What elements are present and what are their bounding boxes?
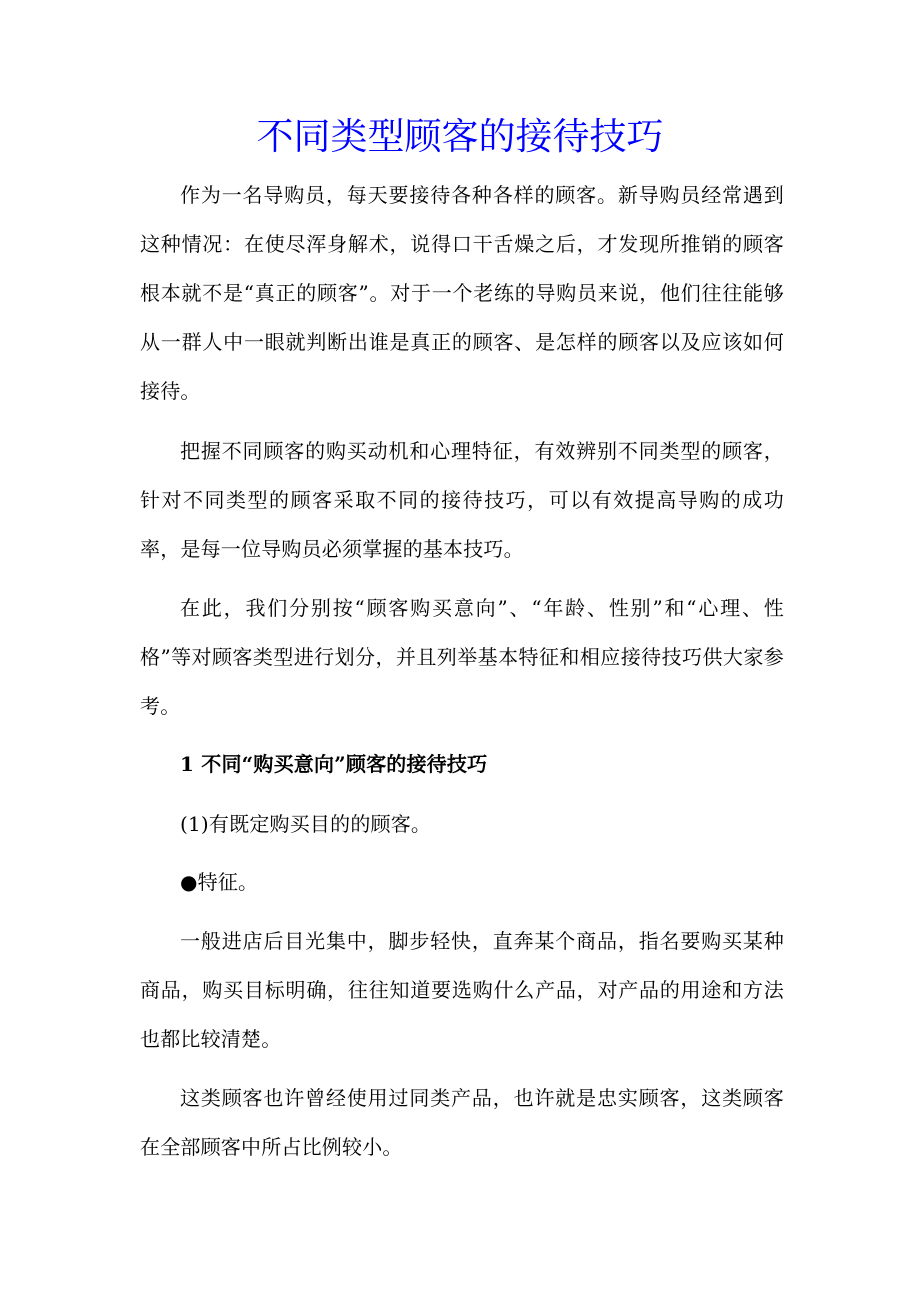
intro-paragraph: 作为一名导购员，每天要接待各种各样的顾客。新导购员经常遇到这种情况：在使尽浑身解术，说得口干舌燥之后，才发现所推销的顾客根本就不是“真正的顾客”。对于一个老练的导购员来说，他们往往能够从一群人中一眼就判断出谁是真正的顾客、是怎样的顾客以及应该如何接待。 xyxy=(140,183,784,403)
section-heading: 1 不同“购买意向”顾客的接待技巧 xyxy=(180,752,488,776)
motivation-paragraph: 把握不同顾客的购买动机和心理特征，有效辨别不同类型的顾客，针对不同类型的顾客采取不同的接待技巧，可以有效提高导购的成功率，是每一位导购员必须掌握的基本技巧。 xyxy=(140,439,784,561)
document-title: 不同类型顾客的接待技巧 xyxy=(256,115,664,158)
customer-proportion-paragraph: 这类顾客也许曾经使用过同类产品，也许就是忠实顾客，这类顾客在全部顾客中所占比例较小。 xyxy=(140,1086,784,1159)
classification-paragraph: 在此，我们分别按“顾客购买意向”、“年龄、性别”和“心理、性格”等对顾客类型进行划分，并且列举基本特征和相应接待技巧供大家参考。 xyxy=(140,596,784,718)
subsection-heading: (1)有既定购买目的的顾客。 xyxy=(180,812,432,836)
feature-bullet: ●特征。 xyxy=(180,870,259,894)
feature-description-paragraph: 一般进店后目光集中，脚步轻快，直奔某个商品，指名要购买某种商品，购买目标明确，往往知道要选购什么产品，对产品的用途和方法也都比较清楚。 xyxy=(140,929,784,1051)
